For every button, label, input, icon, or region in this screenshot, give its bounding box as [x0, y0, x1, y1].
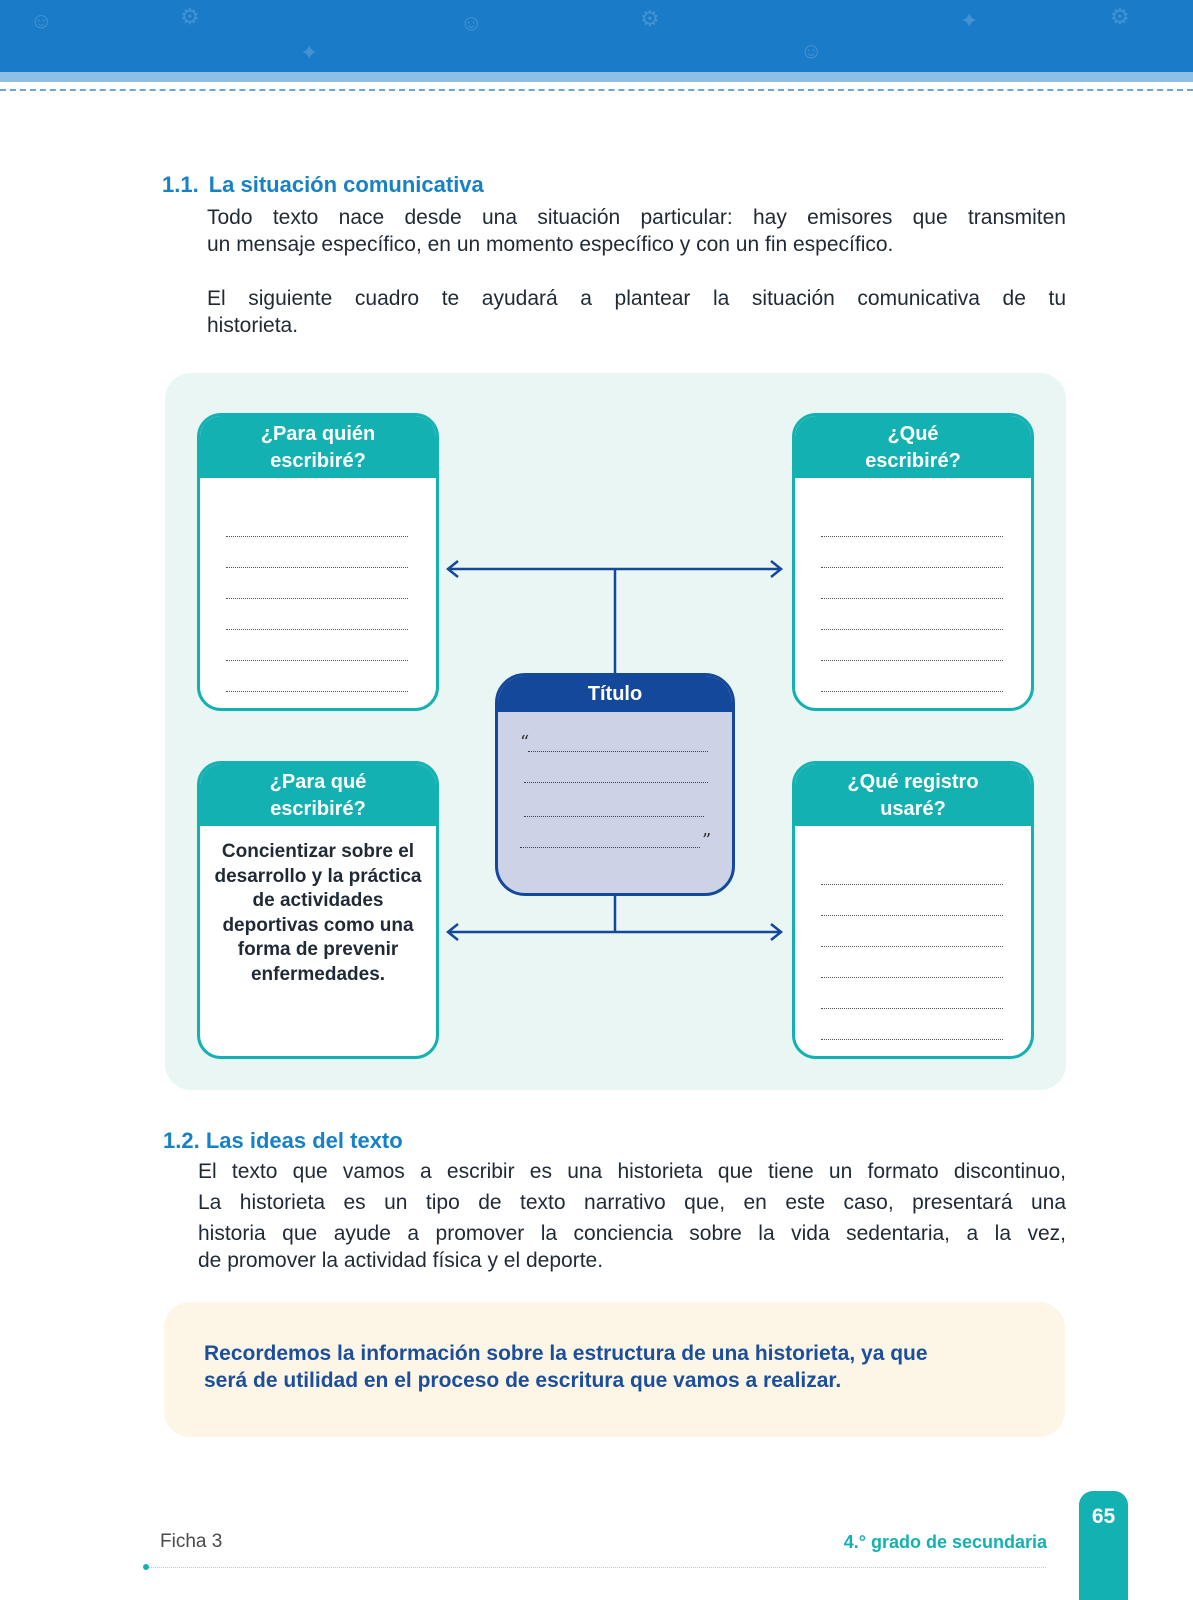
- paragraph-line: El siguiente cuadro te ayudará a plantear la situación comunicativa de tu: [207, 287, 1066, 310]
- box-title-line: ¿Para quién: [260, 423, 376, 445]
- section-number: 1.1.: [162, 172, 199, 197]
- footer-ficha: Ficha 3: [160, 1531, 223, 1552]
- title-line[interactable]: [524, 815, 704, 817]
- section-title: Las ideas del texto: [205, 1128, 403, 1153]
- box-que-escribire: [792, 413, 1034, 711]
- answer-line[interactable]: [226, 537, 408, 568]
- callout-text: [204, 1340, 1034, 1394]
- close-quote: ”: [702, 830, 712, 851]
- answer-line[interactable]: [821, 568, 1003, 599]
- title-line[interactable]: [528, 750, 708, 752]
- answer-line[interactable]: [821, 885, 1003, 916]
- box-header: [795, 764, 1031, 826]
- footer-dot: [143, 1564, 149, 1570]
- footer-divider: [146, 1567, 1046, 1568]
- answer-line[interactable]: [226, 661, 408, 692]
- answer-line[interactable]: [226, 568, 408, 599]
- box-que-registro: [792, 761, 1034, 1059]
- box-title-line: ¿Qué: [887, 423, 939, 445]
- paragraph-line: historia que ayude a promover la conciencia sobre la vida sedentaria, a la vez,: [198, 1222, 1066, 1245]
- answer-line[interactable]: [226, 506, 408, 537]
- section-heading-1-2: [163, 1128, 403, 1154]
- box-header: [200, 764, 436, 826]
- gear-icon: ⚙: [180, 4, 200, 29]
- answer-line[interactable]: [821, 854, 1003, 885]
- callout-line: será de utilidad en el proceso de escritura que vamos a realizar.: [204, 1369, 842, 1392]
- paragraph-line: Todo texto nace desde una situación particular: hay emisores que transmiten: [207, 206, 1066, 229]
- paragraph-line: un mensaje específico, en un momento específico y con un fin específico.: [207, 233, 894, 256]
- answer-line[interactable]: [226, 630, 408, 661]
- paragraph-line: de promover la actividad física y el deporte.: [198, 1249, 604, 1272]
- box-header: [200, 416, 436, 478]
- reminder-callout: [164, 1302, 1065, 1437]
- answer-lines[interactable]: [200, 478, 436, 692]
- box-para-quien: [197, 413, 439, 711]
- title-line[interactable]: [524, 781, 708, 783]
- doodle-icon: ☺: [30, 8, 53, 33]
- answer-line[interactable]: [821, 630, 1003, 661]
- star-icon: ✦: [960, 8, 979, 33]
- box-title-line: escribiré?: [865, 450, 961, 472]
- box-title-line: ¿Qué registro: [847, 771, 979, 793]
- title-box: [495, 673, 735, 896]
- open-quote: “: [520, 732, 530, 753]
- title-line[interactable]: [520, 846, 700, 848]
- box-title-line: ¿Para qué: [269, 771, 367, 793]
- answer-line[interactable]: [821, 978, 1003, 1009]
- answer-line[interactable]: [226, 599, 408, 630]
- footer-grade: 4.° grado de secundaria: [843, 1532, 1047, 1552]
- lightbulb-icon: ✦: [300, 40, 319, 65]
- box-title-line: escribiré?: [270, 798, 366, 820]
- box-title-line: usaré?: [880, 798, 946, 820]
- answer-lines[interactable]: [795, 478, 1031, 692]
- section-title: La situación comunicativa: [208, 172, 484, 197]
- gear-icon: ⚙: [1110, 4, 1130, 29]
- box-answer-text: Concientizar sobre el desarrollo y la práctica de actividades deportivas como una forma de prevenir enfermedades.: [214, 841, 422, 985]
- paragraph-line: El texto que vamos a escribir es una historieta que tiene un formato discontinuo,: [198, 1160, 1066, 1183]
- doodle-icon: ☺: [800, 38, 823, 63]
- section-number: 1.2.: [163, 1128, 200, 1153]
- box-header: [795, 416, 1031, 478]
- answer-line[interactable]: [821, 506, 1003, 537]
- answer-line[interactable]: [821, 947, 1003, 978]
- gear-icon: ⚙: [640, 6, 660, 31]
- answer-lines[interactable]: [795, 826, 1031, 1040]
- answer-line[interactable]: [821, 916, 1003, 947]
- page-number: 65: [1079, 1491, 1128, 1600]
- box-title-line: escribiré?: [270, 450, 366, 472]
- title-box-label: Título: [498, 676, 732, 712]
- box-para-que: [197, 761, 439, 1059]
- answer-line[interactable]: [821, 537, 1003, 568]
- paragraph-line: historieta.: [207, 314, 299, 337]
- answer-line[interactable]: [821, 1009, 1003, 1040]
- doodle-icon: ☺: [460, 10, 483, 35]
- callout-line: Recordemos la información sobre la estructura de una historieta, ya que: [204, 1342, 928, 1365]
- answer-line[interactable]: [821, 599, 1003, 630]
- answer-line[interactable]: [821, 661, 1003, 692]
- paragraph-line: La historieta es un tipo de texto narrativo que, en este caso, presentará una: [198, 1191, 1066, 1214]
